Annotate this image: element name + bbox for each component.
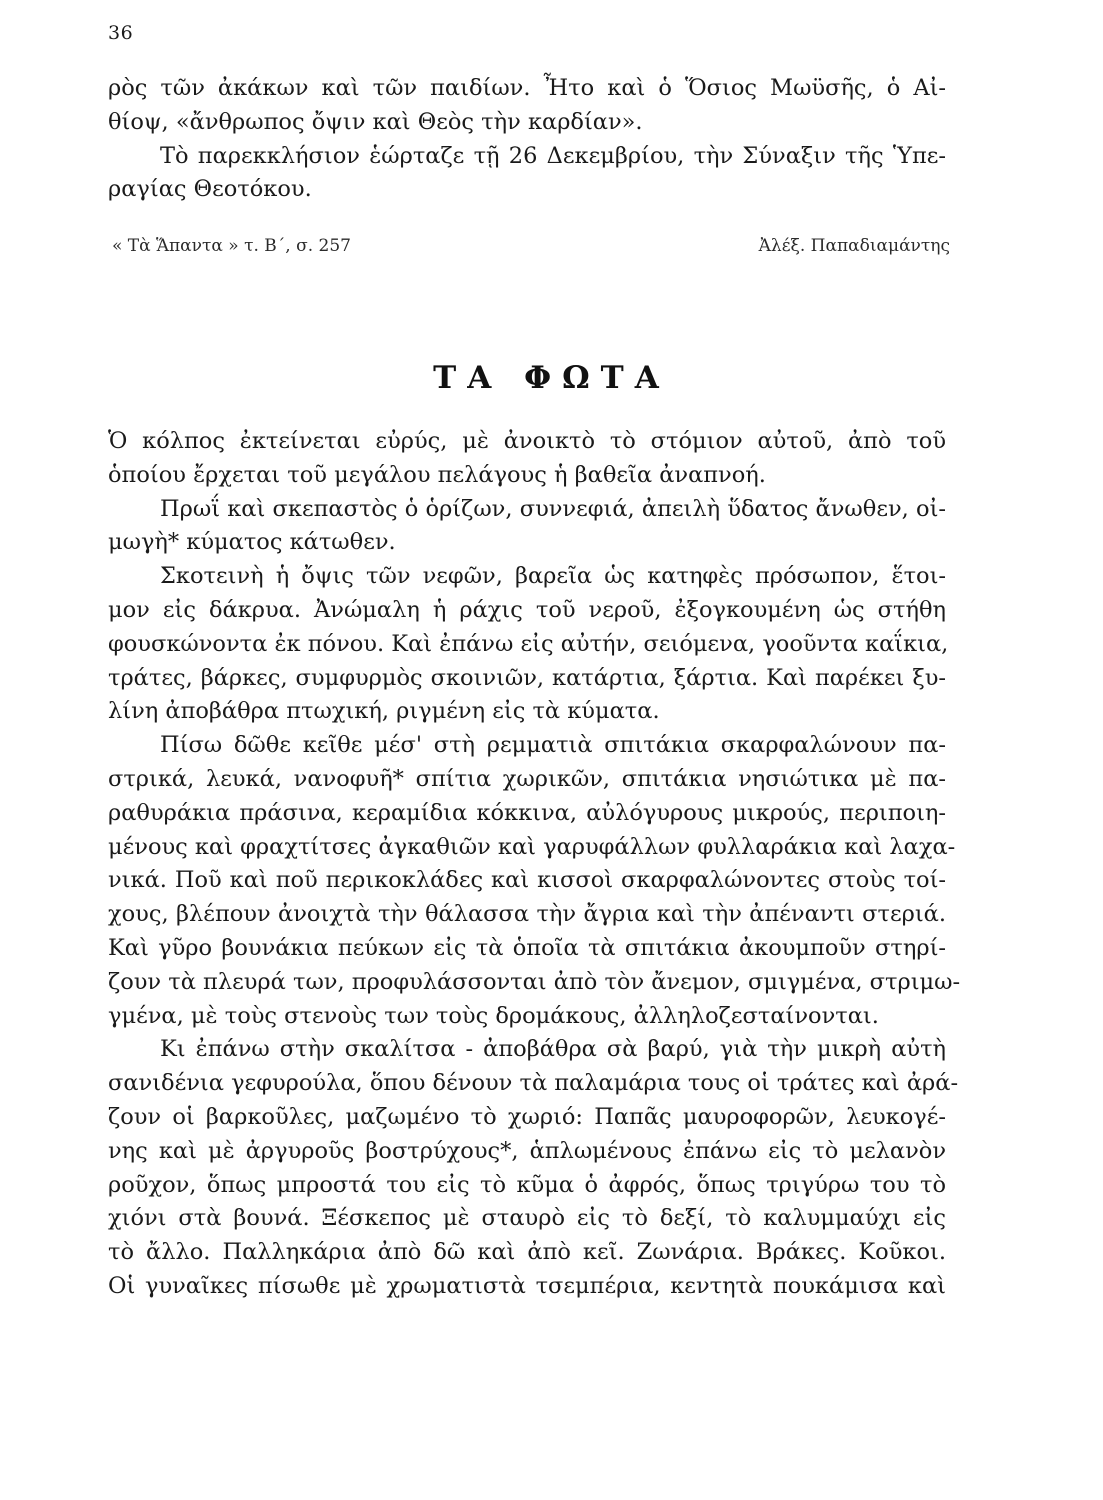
text-line: στρικά, λευκά, νανοφυῆ* σπίτια χωρικῶν, σπιτάκια νησιώτικα μὲ πα- [108, 765, 946, 792]
text-line: ρὸς τῶν ἀκάκων καὶ τῶν παιδίων. Ἦτο καὶ ὁ Ὅσιος Μωϋσῆς, ὁ Αἰ- [108, 75, 946, 101]
text-line: μωγὴ* κύματος κάτωθεν. [108, 529, 396, 556]
text-line: νικά. Ποῦ καὶ ποῦ περικοκλάδες καὶ κισσοὶ σκαρφαλώνοντες στοὺς τοί- [108, 867, 946, 894]
page-number: 36 [108, 22, 134, 44]
text-line: χους, βλέπουν ἀνοιχτὰ τὴν θάλασσα τὴν ἄγρια καὶ τὴν ἀπέναντι στεριά. [108, 901, 946, 928]
text-line: ζουν οἱ βαρκοῦλες, μαζωμένο τὸ χωριό: Παπᾶς μαυροφορῶν, λευκογέ- [108, 1103, 946, 1130]
text-line: Καὶ γῦρο βουνάκια πεύκων εἰς τὰ ὁποῖα τὰ σπιτάκια ἀκουμποῦν στηρί- [108, 934, 946, 961]
intro-paragraph [108, 72, 946, 140]
text-line: μένους καὶ φραχτίτσες ἀγκαθιῶν καὶ γαρυφάλλων φυλλαράκια καὶ λαχα- [108, 833, 956, 860]
text-line: Ὁ κόλπος ἐκτείνεται εὐρύς, μὲ ἀνοικτὸ τὸ στόμιον αὐτοῦ, ἀπὸ τοῦ [108, 428, 946, 454]
text-line: ὁποίου ἔρχεται τοῦ μεγάλου πελάγους ἡ βαθεῖα ἀναπνοή. [108, 461, 766, 488]
text-line: φουσκώνοντα ἐκ πόνου. Καὶ ἐπάνω εἰς αὐτήν, σειόμενα, γοοῦντα καΐκια, [108, 630, 949, 657]
text-line: γμένα, μὲ τοὺς στενοὺς των τοὺς δρομάκους, ἀλληλοζεσταίνονται. [108, 1002, 879, 1029]
text-line: νης καὶ μὲ ἀργυροῦς βοστρύχους*, ἁπλωμένους ἐπάνω εἰς τὸ μελανὸν [108, 1137, 946, 1164]
paragraph [108, 493, 946, 561]
text-line: ζουν τὰ πλευρά των, προφυλάσσονται ἀπὸ τὸν ἄνεμον, σμιγμένα, στριμω- [108, 968, 961, 995]
paragraph [108, 425, 946, 493]
text-line: Πίσω δῶθε κεῖθε μέσ' στὴ ρεμματιὰ σπιτάκια σκαρφαλώνουν πα- [160, 732, 946, 759]
text-line: τράτες, βάρκες, συμφυρμὸς σκοινιῶν, κατάρτια, ξάρτια. Καὶ παρέκει ξυ- [108, 664, 946, 691]
text-line: χιόνι στὰ βουνά. Ξέσκεπος μὲ σταυρὸ εἰς τὸ δεξί, τὸ καλυμμαύχι εἰς [108, 1205, 946, 1232]
citation-author: Ἀλέξ. Παπαδιαμάντης [758, 236, 950, 256]
text-line: Πρωΐ καὶ σκεπαστὸς ὁ ὁρίζων, συννεφιά, ἀπειλὴ ὕδατος ἄνωθεν, οἰ- [160, 495, 946, 522]
text-line: Κι ἐπάνω στὴν σκαλίτσα - ἀποβάθρα σὰ βαρύ, γιὰ τὴν μικρὴ αὐτὴ [160, 1036, 946, 1063]
text-line: θίοψ, «ἄνθρωπος ὄψιν καὶ Θεὸς τὴν καρδίαν». [108, 108, 643, 135]
text-line: τὸ ἄλλο. Παλληκάρια ἀπὸ δῶ καὶ ἀπὸ κεῖ. Ζωνάρια. Βράκες. Κοῦκοι. [108, 1239, 946, 1266]
text-line: Οἱ γυναῖκες πίσωθε μὲ χρωματιστὰ τσεμπέρια, κεντητὰ πουκάμισα καὶ [108, 1272, 946, 1299]
main-text-block [108, 425, 961, 1304]
text-line: ραθυράκια πράσινα, κεραμίδια κόκκινα, αὐλόγυρους μικρούς, περιποιη- [108, 799, 946, 826]
text-line: ροῦχον, ὅπως μπροστά του εἰς τὸ κῦμα ὁ ἀφρός, ὅπως τριγύρω του τὸ [108, 1171, 946, 1198]
section-title: ΤΑ ΦΩΤΑ [433, 360, 670, 396]
citation-source: « Τὰ Ἅπαντα » τ. Β΄, σ. 257 [112, 236, 351, 256]
text-line: Σκοτεινὴ ἡ ὄψις τῶν νεφῶν, βαρεῖα ὡς κατηφὲς πρόσωπον, ἕτοι- [160, 563, 946, 590]
paragraph [108, 1033, 959, 1303]
paragraph [108, 560, 949, 729]
text-line: Τὸ παρεκκλήσιον ἑώρταζε τῇ 26 Δεκεμβρίου, τὴν Σύναξιν τῆς Ὑπε- [160, 142, 946, 169]
feast-paragraph [108, 140, 946, 208]
top-text-block [108, 72, 946, 207]
text-line: λίνη ἀποβάθρα πτωχική, ριγμένη εἰς τὰ κύματα. [108, 698, 660, 725]
text-line: μον εἰς δάκρυα. Ἀνώμαλη ἡ ράχις τοῦ νεροῦ, ἐξογκουμένη ὡς στήθη [108, 596, 946, 623]
paragraph [108, 729, 961, 1033]
text-line: σανιδένια γεφυρούλα, ὅπου δένουν τὰ παλαμάρια τους οἱ τράτες καὶ ἀρά- [108, 1070, 959, 1097]
text-line: ραγίας Θεοτόκου. [108, 176, 312, 203]
